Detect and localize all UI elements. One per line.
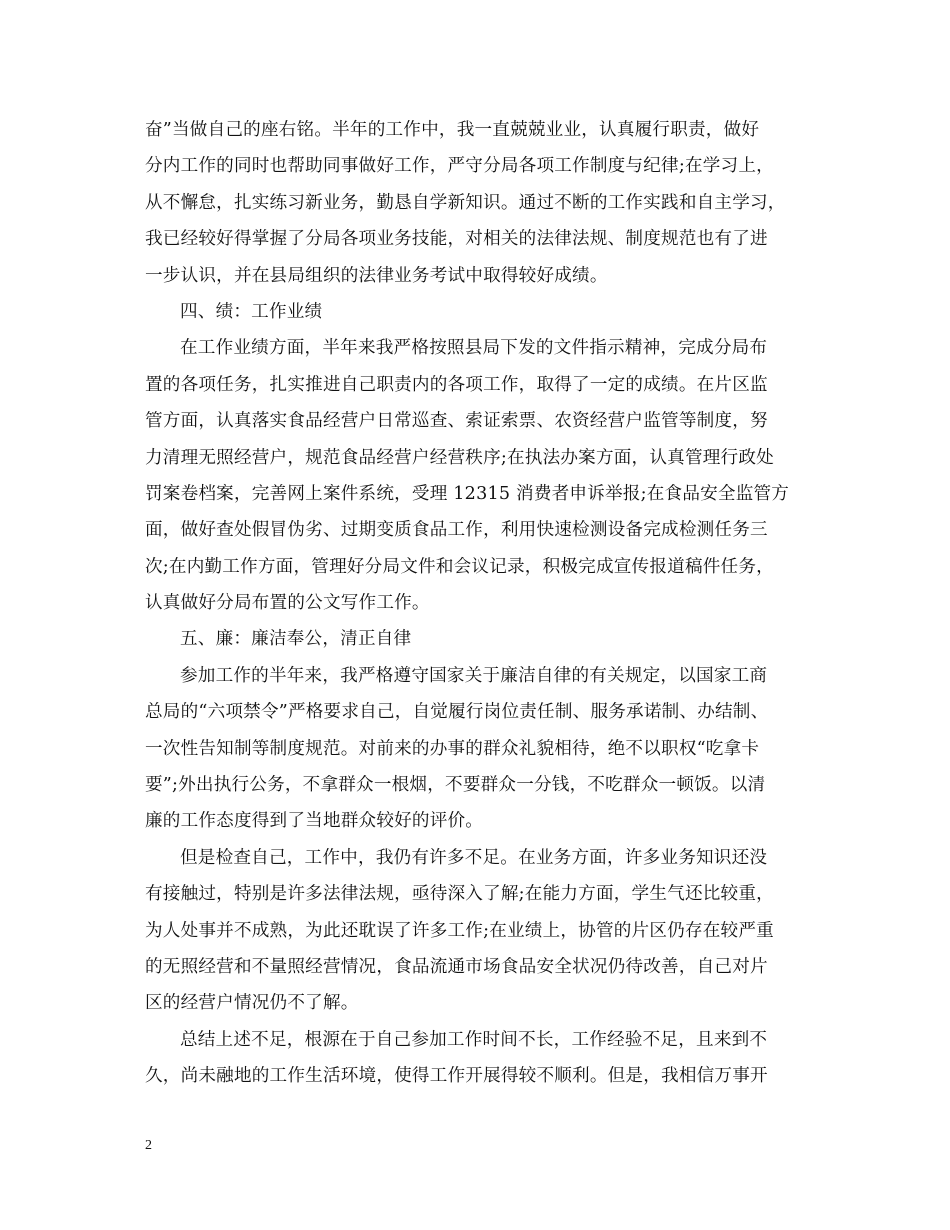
text-line: 置的各项任务，扎实推进自己职责内的各项工作，取得了一定的成绩。在片区监 bbox=[145, 374, 768, 395]
text-line: 一步认识，并在县局组织的法律业务考试中取得较好成绩。 bbox=[145, 265, 608, 286]
text-line: 的无照经营和不量照经营情况，食品流通市场食品安全状况仍待改善，自己对片 bbox=[145, 956, 768, 977]
text-line: 罚案卷档案，完善网上案件系统，受理 12315 消费者申诉举报;在食品安全监管方 bbox=[145, 483, 790, 504]
text-line: 但是检查自己，工作中，我仍有许多不足。在业务方面，许多业务知识还没 bbox=[180, 847, 768, 868]
text-line: 从不懈怠，扎实练习新业务，勤恳自学新知识。通过不断的工作实践和自主学习， bbox=[145, 192, 786, 213]
text-line: 廉的工作态度得到了当地群众较好的评价。 bbox=[145, 811, 484, 832]
section-heading: 四、绩：工作业绩 bbox=[180, 301, 323, 322]
text-line: 分内工作的同时也帮助同事做好工作，严守分局各项工作制度与纪律;在学习上， bbox=[145, 156, 774, 177]
text-line: 力清理无照经营户，规范食品经营户经营秩序;在执法办案方面，认真管理行政处 bbox=[145, 447, 774, 468]
text-line: 奋”当做自己的座右铭。半年的工作中，我一直兢兢业业，认真履行职责，做好 bbox=[145, 120, 760, 140]
text-line: 要”;外出执行公务，不拿群众一根烟，不要群众一分钱，不吃群众一顿饭。以清 bbox=[145, 775, 766, 796]
text-line: 管方面，认真落实食品经营户日常巡查、索证索票、农资经营户监管等制度，努 bbox=[145, 411, 768, 432]
text-line: 我已经较好得掌握了分局各项业务技能，对相关的法律法规、制度规范也有了进 bbox=[145, 229, 768, 250]
text-line: 一次性告知制等制度规范。对前来的办事的群众礼貌相待，绝不以职权“吃拿卡 bbox=[145, 738, 760, 759]
text-line: 面，做好查处假冒伪劣、过期变质食品工作，利用快速检测设备完成检测任务三 bbox=[145, 520, 768, 541]
text-line: 为人处事并不成熟，为此还耽误了许多工作;在业绩上，协管的片区仍存在较严重 bbox=[145, 920, 774, 941]
text-line: 总局的“六项禁令”严格要求自己，自觉履行岗位责任制、服务承诺制、办结制、 bbox=[145, 702, 769, 723]
body-text bbox=[145, 112, 805, 1095]
text-line: 区的经营户情况仍不了解。 bbox=[145, 993, 359, 1014]
text-line: 认真做好分局布置的公文写作工作。 bbox=[145, 593, 430, 614]
text-line: 有接触过，特别是许多法律法规，亟待深入了解;在能力方面，学生气还比较重， bbox=[145, 884, 774, 905]
text-line: 总结上述不足，根源在于自己参加工作时间不长，工作经验不足，且来到不 bbox=[180, 1029, 768, 1050]
section-heading: 五、廉：廉洁奉公，清正自律 bbox=[180, 629, 412, 650]
page-number: 2 bbox=[145, 1138, 152, 1153]
text-line: 次;在内勤工作方面，管理好分局文件和会议记录，积极完成宣传报道稿件任务， bbox=[145, 556, 774, 577]
text-line: 久，尚未融地的工作生活环境，使得工作开展得较不顺利。但是，我相信万事开 bbox=[145, 1066, 768, 1087]
text-line: 在工作业绩方面，半年来我严格按照县局下发的文件指示精神，完成分局布 bbox=[180, 338, 768, 359]
text-line: 参加工作的半年来，我严格遵守国家关于廉洁自律的有关规定，以国家工商 bbox=[180, 665, 768, 686]
